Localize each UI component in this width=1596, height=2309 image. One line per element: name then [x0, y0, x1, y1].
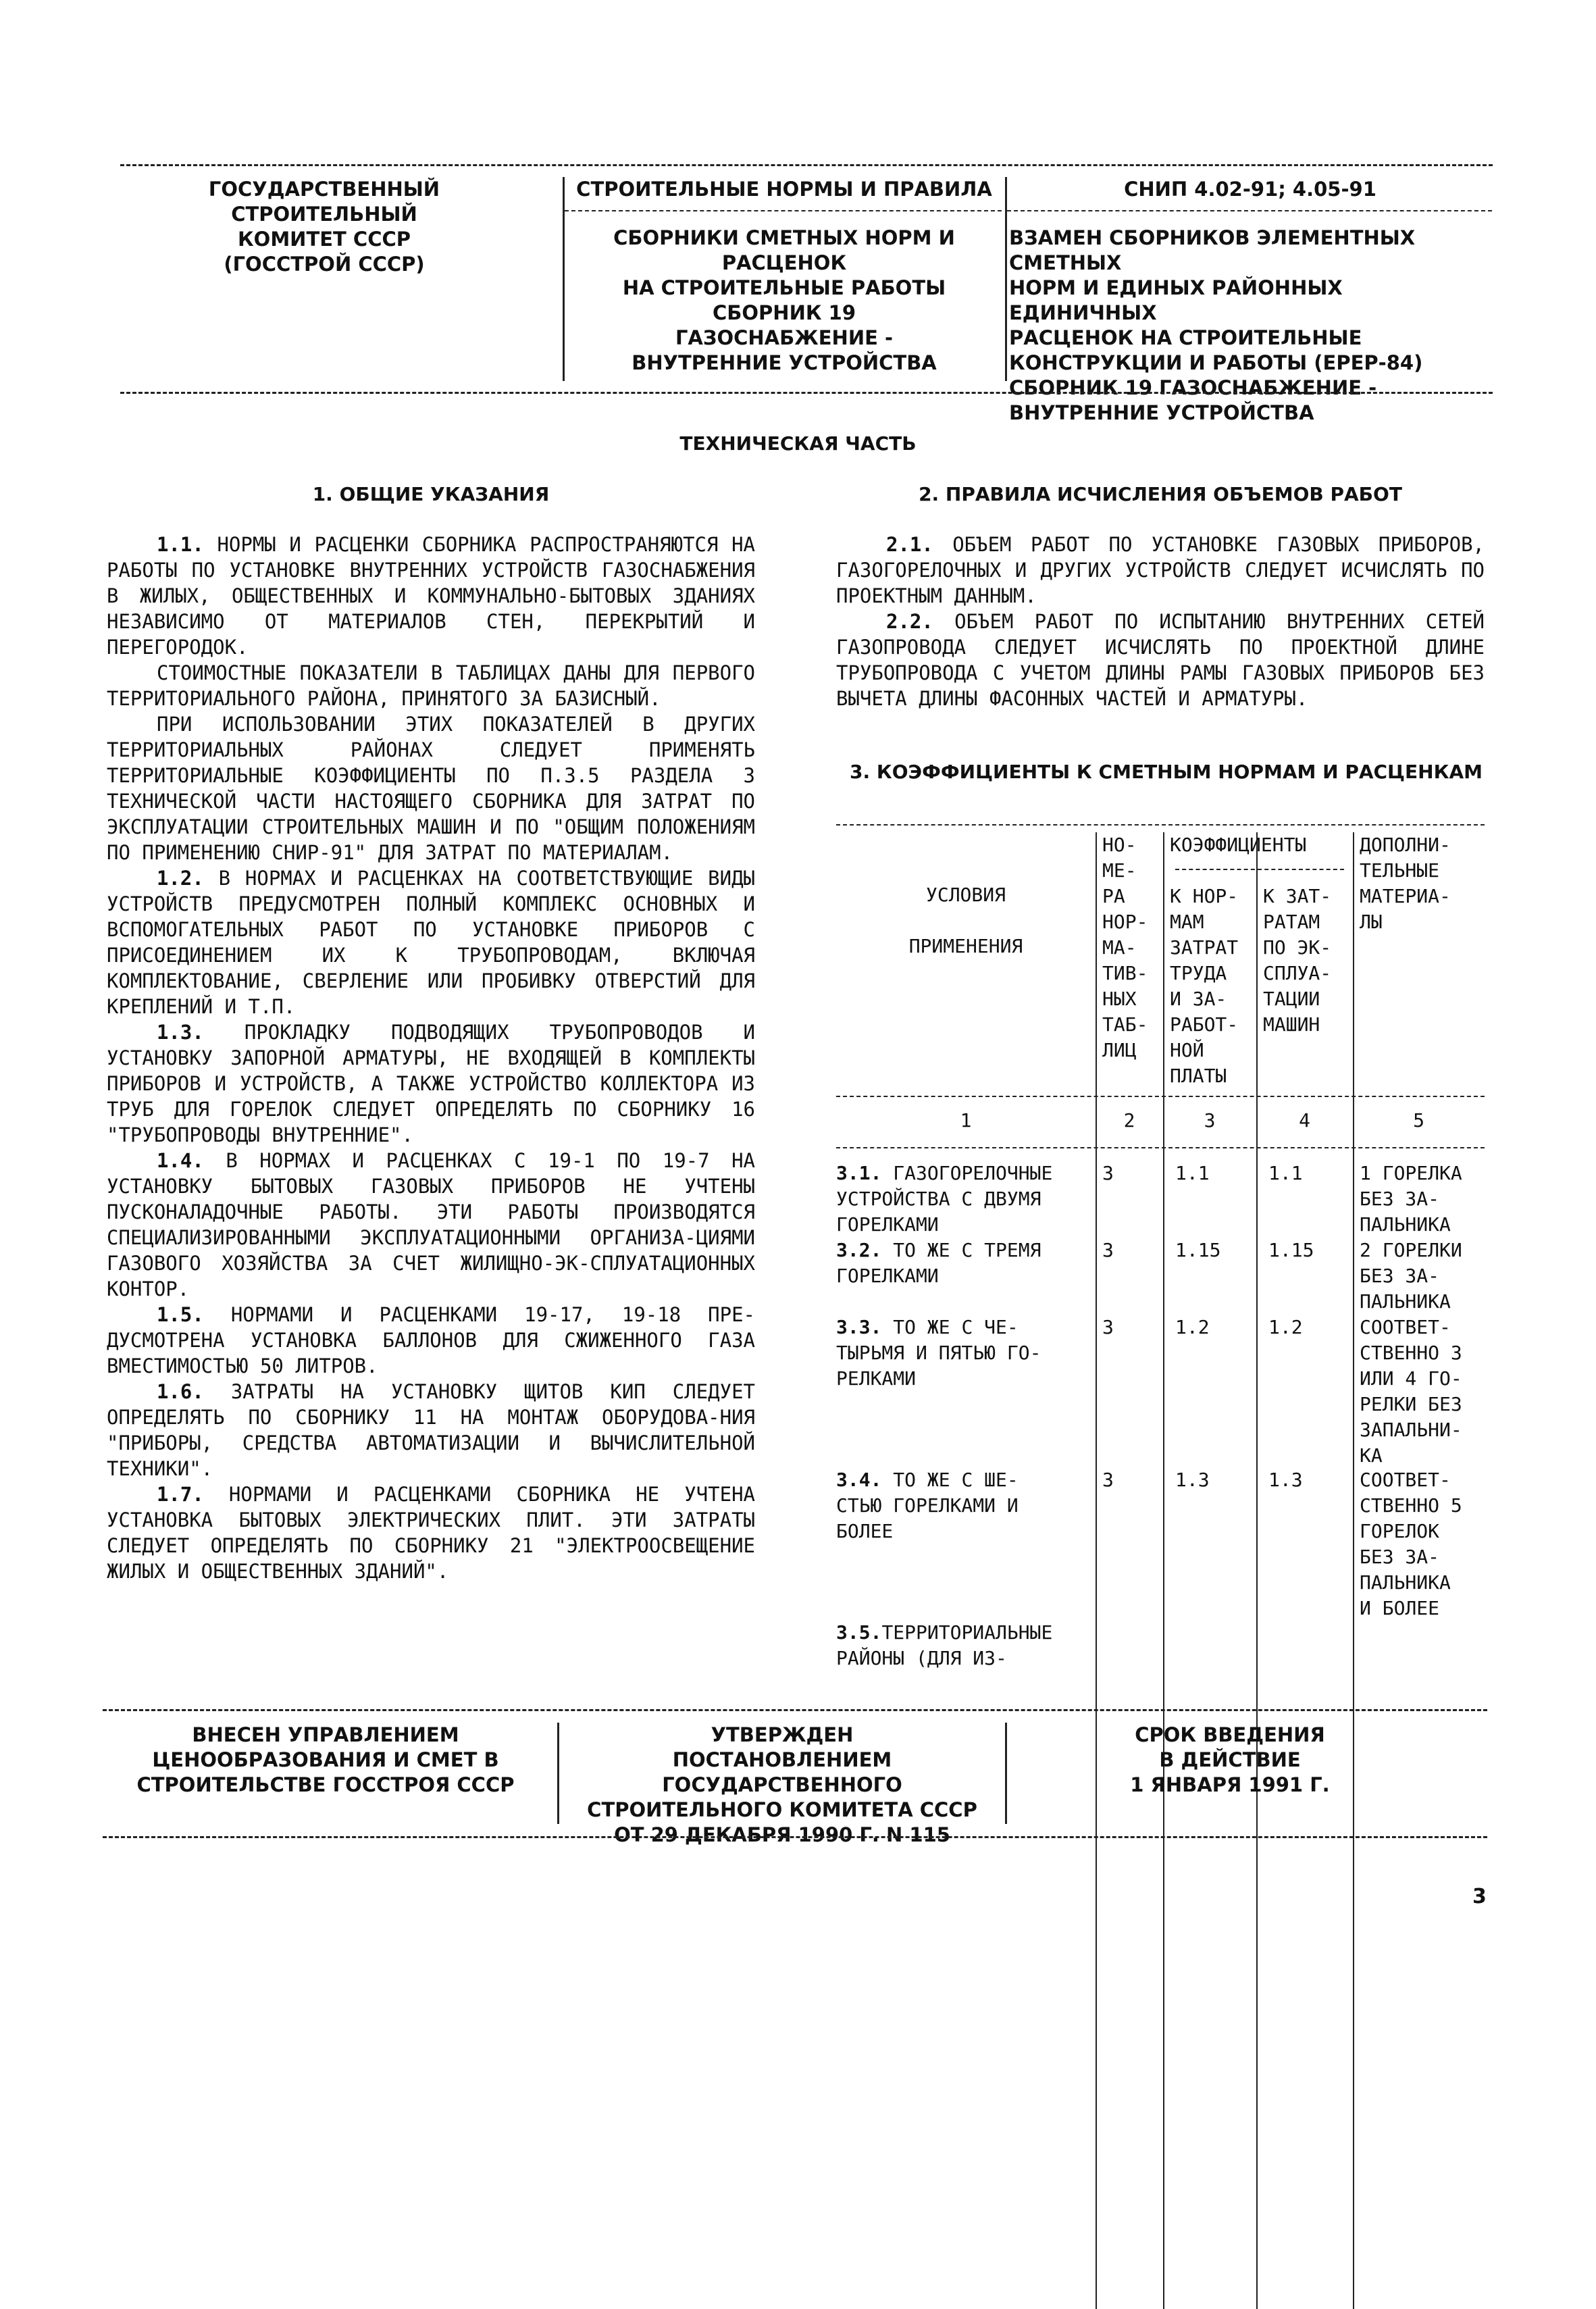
table-vrule-4	[1353, 832, 1354, 2309]
para-text: ЗАТРАТЫ НА УСТАНОВКУ ЩИТОВ КИП СЛЕДУЕТ ОПРЕДЕЛЯТЬ ПО СБОРНИКУ 11 НА МОНТАЖ ОБОРУДОВА-НИЯ "ПРИБОРЫ, СРЕДСТВА АВТОМАТИЗАЦИИ И ВЫЧИСЛИТЕЛЬНОЙ ТЕХНИКИ".	[107, 1380, 755, 1480]
page-title: ТЕХНИЧЕСКАЯ ЧАСТЬ	[679, 432, 917, 455]
para-text: ПРОКЛАДКУ ПОДВОДЯЩИХ ТРУБОПРОВОДОВ И УСТАНОВКУ ЗАПОРНОЙ АРМАТУРЫ, НЕ ВХОДЯЩЕЙ В КОМПЛЕКТЫ ПРИБОРОВ И УСТРОЙСТВ, А ТАКЖЕ УСТРОЙСТВО КОЛЛЕКТОРА ИЗ ТРУБ ДЛЯ ГОРЕЛОК СЛЕДУЕТ ОПРЕДЕЛЯТЬ ПО СБОРНИКУ 16 "ТРУБОПРОВОДЫ ВНУТРЕННИЕ".	[107, 1021, 755, 1146]
table-vrule-3	[1256, 832, 1258, 2309]
para-text: НОРМЫ И РАСЦЕНКИ СБОРНИКА РАСПРОСТРАНЯЮТСЯ НА РАБОТЫ ПО УСТАНОВКЕ ВНУТРЕННИХ УСТРОЙСТВ ГАЗОСНАБЖЕНИЯ В ЖИЛЫХ, ОБЩЕСТВЕННЫХ И КОММУНАЛЬНО-БЫТОВЫХ ЗДАНИЯХ НЕЗАВИСИМО ОТ МАТЕРИАЛОВ СТЕН, ПЕРЕКРЫТИЙ И ПЕРЕГОРОДОК.	[107, 533, 755, 659]
para-number: 1.1.	[157, 533, 204, 556]
para-number: 2.1.	[886, 533, 933, 556]
footer-bottom-rule	[103, 1836, 1487, 1838]
table-head-norm-tables: НО- МЕ- РА НОР- МА- ТИВ- НЫХ ТАБ- ЛИЦ	[1102, 834, 1148, 1061]
table-vrule-2	[1163, 832, 1164, 2309]
table-row-extra: СООТВЕТ- СТВЕННО 5 ГОРЕЛОК БЕЗ ЗА- ПАЛЬНИКА И БОЛЕЕ	[1360, 1469, 1462, 1619]
para-number: 2.2.	[886, 610, 933, 633]
header-right-rule	[1007, 210, 1492, 211]
section2-heading: 2. ПРАВИЛА ИСЧИСЛЕНИЯ ОБЪЕМОВ РАБОТ	[919, 483, 1402, 505]
table-head-extra: ДОПОЛНИ- ТЕЛЬНЫЕ МАТЕРИА- ЛЫ	[1360, 834, 1451, 933]
para-text: НОРМАМИ И РАСЦЕНКАМИ СБОРНИКА НЕ УЧТЕНА УСТАНОВКА БЫТОВЫХ ЭЛЕКТРИЧЕСКИХ ПЛИТ. ЭТИ ЗАТРАТЫ СЛЕДУЕТ ОПРЕДЕЛЯТЬ ПО СБОРНИКУ 21 "ЭЛЕКТРООСВЕЩЕНИЕ ЖИЛЫХ И ОБЩЕСТВЕННЫХ ЗДАНИЙ".	[107, 1483, 755, 1583]
table-row-condition: 3.5.ТЕРРИТОРИАЛЬНЫЕ РАЙОНЫ (ДЛЯ ИЗ-	[836, 1621, 1053, 1669]
table-row-table: 3	[1102, 1239, 1114, 1261]
header-center-rule	[565, 210, 1002, 211]
table-colnum-1: 1	[960, 1109, 972, 1132]
table-row-condition: 3.2. ТО ЖЕ С ТРЕМЯ ГОРЕЛКАМИ	[836, 1239, 1041, 1287]
table-row-condition: 3.4. ТО ЖЕ С ШЕ- СТЬЮ ГОРЕЛКАМИ И БОЛЕЕ	[836, 1469, 1019, 1542]
para-number: 1.6.	[157, 1380, 204, 1403]
footer-top-rule	[103, 1709, 1487, 1711]
table-row-coef-machines: 1.2	[1268, 1316, 1303, 1338]
table-row-table: 3	[1102, 1469, 1114, 1491]
table-row-coef-machines: 1.1	[1268, 1162, 1303, 1184]
table-head-coef-rule	[1175, 869, 1344, 870]
footer-approved-by: УТВЕРЖДЕН ПОСТАНОВЛЕНИЕМ ГОСУДАРСТВЕННОГО СТРОИТЕЛЬНОГО КОМИТЕТА СССР ОТ 29 ДЕКАБРЯ 1990 Г. N 115	[587, 1723, 977, 1846]
para-number: 1.4.	[157, 1149, 204, 1172]
table-head-conditions: УСЛОВИЯ ПРИМЕНЕНИЯ	[908, 884, 1023, 957]
table-row-extra: 1 ГОРЕЛКА БЕЗ ЗА- ПАЛЬНИКА	[1360, 1162, 1462, 1236]
footer-submitted-by: ВНЕСЕН УПРАВЛЕНИЕМ ЦЕНООБРАЗОВАНИЯ И СМЕТ В СТРОИТЕЛЬСТВЕ ГОССТРОЯ СССР	[136, 1723, 515, 1796]
table-head-rule	[836, 1096, 1485, 1097]
para-text: СТОИМОСТНЫЕ ПОКАЗАТЕЛИ В ТАБЛИЦАХ ДАНЫ ДЛЯ ПЕРВОГО ТЕРРИТОРИАЛЬНОГО РАЙОНА, ПРИНЯТОГО ЗА БАЗИСНЫЙ.	[107, 661, 755, 710]
table-row-coef-labor: 1.1	[1175, 1162, 1210, 1184]
table-head-coef-labor: К НОР- МАМ ЗАТРАТ ТРУДА И ЗА- РАБОТ- НОЙ ПЛАТЫ	[1170, 885, 1239, 1087]
header-replaces: ВЗАМЕН СБОРНИКОВ ЭЛЕМЕНТНЫХ СМЕТНЫХ НОРМ И ЕДИНЫХ РАЙОННЫХ ЕДИНИЧНЫХ РАСЦЕНОК НА СТРОИТЕЛЬНЫЕ КОНСТРУКЦИИ И РАБОТЫ (ЕРЕР-84) СБОРНИК 19 ГАЗОСНАБЖЕНИЕ - ВНУТРЕННИЕ УСТРОЙСТВА	[1009, 226, 1423, 424]
table-row-extra: СООТВЕТ- СТВЕННО 3 ИЛИ 4 ГО- РЕЛКИ БЕЗ ЗАПАЛЬНИ- КА	[1360, 1316, 1462, 1467]
table-row-condition: 3.1. ГАЗОГОРЕЛОЧНЫЕ УСТРОЙСТВА С ДВУМЯ ГОРЕЛКАМИ	[836, 1162, 1053, 1236]
header-bottom-rule	[120, 392, 1493, 394]
page-number: 3	[1472, 1885, 1487, 1908]
para-number: 1.5.	[157, 1303, 204, 1326]
table-head-coefficients: КОЭФФИЦИЕНТЫ	[1170, 834, 1307, 856]
table-vrule-1	[1096, 832, 1097, 2309]
table-row-coef-machines: 1.3	[1268, 1469, 1303, 1491]
para-text: В НОРМАХ И РАСЦЕНКАХ НА СООТВЕТСТВУЮЩИЕ ВИДЫ УСТРОЙСТВ ПРЕДУСМОТРЕН ПОЛНЫЙ КОМПЛЕКС ОСНОВНЫХ И ВСПОМОГАТЕЛЬНЫХ РАБОТ ПО УСТАНОВКЕ ПРИБОРОВ С ПРИСОЕДИНЕНИЕМ ИХ К ТРУБОПРОВОДАМ, ВКЛЮЧАЯ КОМПЛЕКТОВАНИЕ, СВЕРЛЕНИЕ ИЛИ ПРОБИВКУ ОТВЕРСТИЙ ДЛЯ КРЕПЛЕНИЙ И Т.П.	[107, 867, 755, 1018]
header-collection-title: СБОРНИКИ СМЕТНЫХ НОРМ И РАСЦЕНОК НА СТРОИТЕЛЬНЫЕ РАБОТЫ СБОРНИК 19 ГАЗОСНАБЖЕНИЕ - ВНУТРЕННИЕ УСТРОЙСТВА	[613, 226, 955, 374]
para-number: 1.2.	[157, 867, 204, 890]
table-row-extra: 2 ГОРЕЛКИ БЕЗ ЗА- ПАЛЬНИКА	[1360, 1239, 1462, 1313]
para-text: В НОРМАХ И РАСЦЕНКАХ С 19-1 ПО 19-7 НА УСТАНОВКУ БЫТОВЫХ ГАЗОВЫХ ПРИБОРОВ НЕ УЧТЕНЫ ПУСКОНАЛАДОЧНЫЕ РАБОТЫ. ЭТИ РАБОТЫ ПРОИЗВОДЯТСЯ СПЕЦИАЛИЗИРОВАННЫМИ ЭКСПЛУАТАЦИОННЫМИ ОРГАНИЗА-ЦИЯМИ ГАЗОВОГО ХОЗЯЙСТВА ЗА СЧЕТ ЖИЛИЩНО-ЭК-СПЛУАТАЦИОННЫХ КОНТОР.	[107, 1149, 755, 1300]
table-row-coef-machines: 1.15	[1268, 1239, 1314, 1261]
table-row-coef-labor: 1.15	[1175, 1239, 1221, 1261]
section1-heading: 1. ОБЩИЕ УКАЗАНИЯ	[312, 483, 550, 505]
header-divider-2	[1005, 177, 1007, 381]
table-row-condition: 3.3. ТО ЖЕ С ЧЕ- ТЫРЬМЯ И ПЯТЬЮ ГО- РЕЛКАМИ	[836, 1316, 1041, 1390]
para-text: ОБЪЕМ РАБОТ ПО ИСПЫТАНИЮ ВНУТРЕННИХ СЕТЕЙ ГАЗОПРОВОДА СЛЕДУЕТ ИСЧИСЛЯТЬ ПО ПРОЕКТНОЙ ДЛИНЕ ТРУБОПРОВОДА С УЧЕТОМ ДЛИНЫ РАМЫ ГАЗОВЫХ ПРИБОРОВ БЕЗ ВЫЧЕТА ДЛИНЫ ФАСОННЫХ ЧАСТЕЙ И АРМАТУРЫ.	[836, 610, 1485, 710]
section2-body	[836, 532, 1485, 711]
para-text: НОРМАМИ И РАСЦЕНКАМИ 19-17, 19-18 ПРЕ-ДУСМОТРЕНА УСТАНОВКА БАЛЛОНОВ ДЛЯ СЖИЖЕННОГО ГАЗА ВМЕСТИМОСТЬЮ 50 ЛИТРОВ.	[107, 1303, 755, 1377]
header-code: СНИП 4.02-91; 4.05-91	[1124, 178, 1376, 201]
table-colnum-4: 4	[1299, 1109, 1310, 1132]
header-doc-type: СТРОИТЕЛЬНЫЕ НОРМЫ И ПРАВИЛА	[576, 178, 992, 201]
section3-heading: 3. КОЭФФИЦИЕНТЫ К СМЕТНЫМ НОРМАМ И РАСЦЕНКАМ	[850, 761, 1483, 783]
header-issuer: ГОСУДАРСТВЕННЫЙ СТРОИТЕЛЬНЫЙ КОМИТЕТ СССР (ГОССТРОЙ СССР)	[208, 178, 440, 276]
table-numbers-rule	[836, 1147, 1485, 1148]
para-number: 1.7.	[157, 1483, 204, 1506]
table-colnum-3: 3	[1204, 1109, 1216, 1132]
table-row-coef-labor: 1.2	[1175, 1316, 1210, 1338]
section1-body	[107, 532, 755, 1584]
table-colnum-2: 2	[1123, 1109, 1135, 1132]
table-top-rule	[836, 824, 1485, 826]
table-row-table: 3	[1102, 1316, 1114, 1338]
footer-effective-date: СРОК ВВЕДЕНИЯ В ДЕЙСТВИЕ 1 ЯНВАРЯ 1991 Г.	[1130, 1723, 1330, 1796]
para-text: ОБЪЕМ РАБОТ ПО УСТАНОВКЕ ГАЗОВЫХ ПРИБОРОВ, ГАЗОГОРЕЛОЧНЫХ И ДРУГИХ УСТРОЙСТВ СЛЕДУЕТ ИСЧИСЛЯТЬ ПО ПРОЕКТНЫМ ДАННЫМ.	[836, 533, 1485, 607]
para-number: 1.3.	[157, 1021, 204, 1044]
para-text: ПРИ ИСПОЛЬЗОВАНИИ ЭТИХ ПОКАЗАТЕЛЕЙ В ДРУГИХ ТЕРРИТОРИАЛЬНЫХ РАЙОНАХ СЛЕДУЕТ ПРИМЕНЯТЬ ТЕРРИТОРИАЛЬНЫЕ КОЭФФИЦИЕНТЫ ПО П.3.5 РАЗДЕЛА 3 ТЕХНИЧЕСКОЙ ЧАСТИ НАСТОЯЩЕГО СБОРНИКА ДЛЯ ЗАТРАТ ПО ЭКСПЛУАТАЦИИ СТРОИТЕЛЬНЫХ МАШИН И ПО "ОБЩИМ ПОЛОЖЕНИЯМ ПО ПРИМЕНЕНИЮ СНИР-91" ДЛЯ ЗАТРАТ ПО МАТЕРИАЛАМ.	[107, 713, 755, 864]
table-head-coef-machines: К ЗАТ- РАТАМ ПО ЭК- СПЛУА- ТАЦИИ МАШИН	[1263, 885, 1332, 1036]
table-row-coef-labor: 1.3	[1175, 1469, 1210, 1491]
table-colnum-5: 5	[1413, 1109, 1424, 1132]
header-top-rule	[120, 164, 1493, 166]
table-row-table: 3	[1102, 1162, 1114, 1184]
